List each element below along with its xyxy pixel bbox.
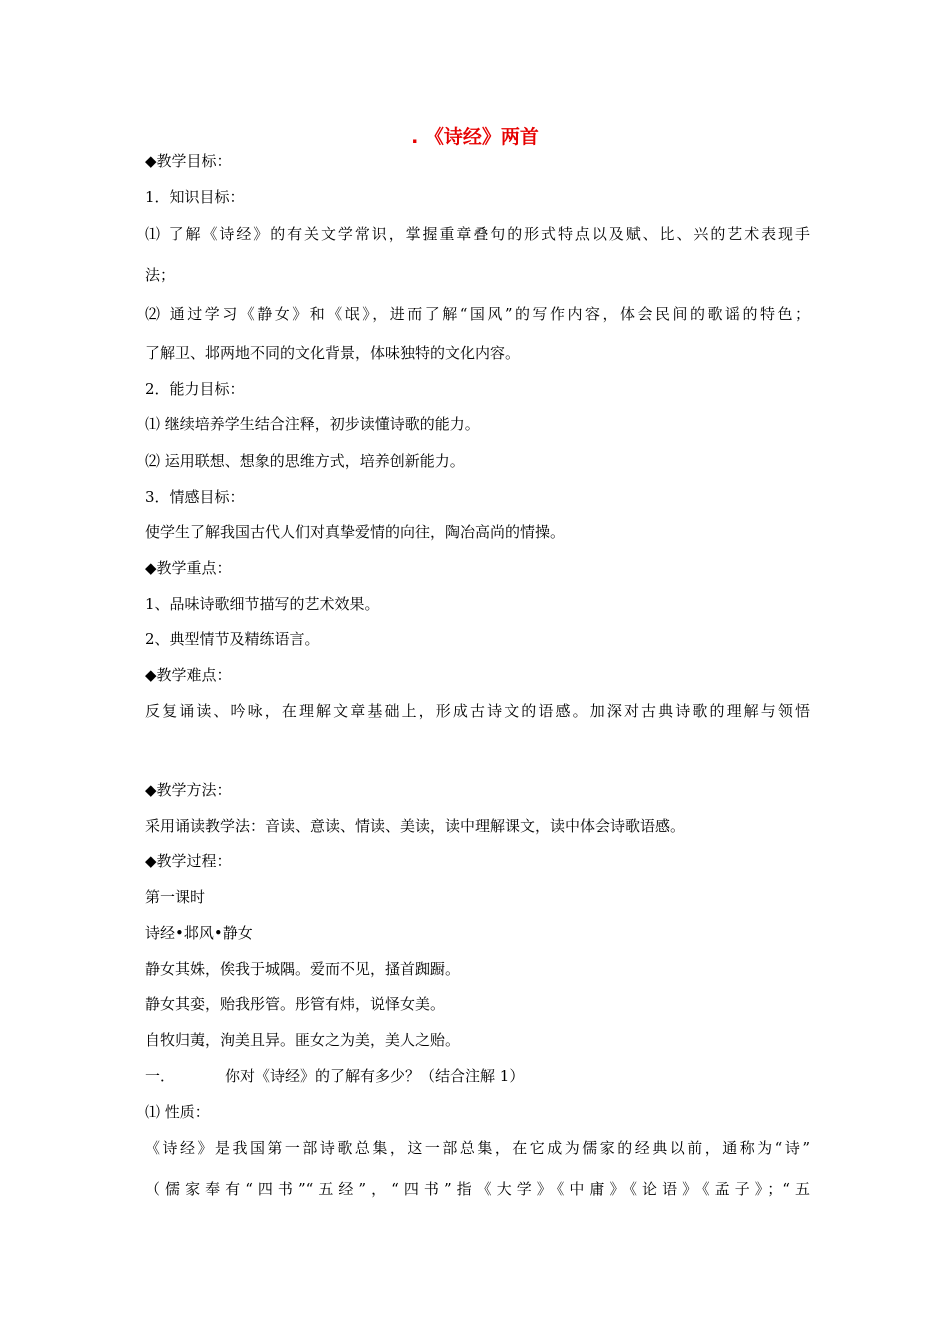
- subheading-ability: 2．能力目标：: [145, 380, 245, 398]
- poem-title: 诗经•邶风•静女: [145, 924, 253, 942]
- page-title: . 《诗经》两首: [411, 126, 539, 148]
- paragraph-line: ⑴ 了解《诗经》的有关文学常识，掌握重章叠句的形式特点以及赋、比、兴的艺术表现手: [145, 225, 810, 243]
- paragraph-line: ⑵ 通过学习《静女》和《氓》，进而了解“国风”的写作内容，体会民间的歌谣的特色；: [145, 305, 810, 323]
- poem-line: 静女其姝，俟我于城隅。爱而不见，搔首踟蹰。: [145, 960, 461, 978]
- section-heading-difficulties: ◆教学难点：: [145, 666, 232, 684]
- poem-line: 静女其娈，贻我彤管。彤管有炜，说怿女美。: [145, 995, 446, 1013]
- subheading-knowledge: 1．知识目标：: [145, 188, 245, 206]
- question-text: 你对《诗经》的了解有多少？（结合注解 1）: [225, 1067, 525, 1085]
- paragraph-line: ⑴ 继续培养学生结合注释，初步读懂诗歌的能力。: [145, 415, 480, 433]
- paragraph-line: 2、典型情节及精练语言。: [145, 630, 320, 648]
- poem-line: 自牧归荑，洵美且异。匪女之为美，美人之贻。: [145, 1031, 461, 1049]
- section-heading-methods: ◆教学方法：: [145, 781, 232, 799]
- paragraph-line: 采用诵读教学法：音读、意读、情读、美读，读中理解课文，读中体会诗歌语感。: [145, 817, 686, 835]
- paragraph-line: 《诗经》是我国第一部诗歌总集，这一部总集，在它成为儒家的经典以前，通称为“诗”: [145, 1139, 810, 1157]
- section-heading-goals: ◆教学目标：: [145, 152, 232, 170]
- numbered-question: [145, 1065, 810, 1087]
- paragraph-line: （儒家奉有“四书”“五经”，“四书”指《大学》《中庸》《论语》《孟子》；“五: [145, 1180, 810, 1198]
- list-number: 一．: [145, 1067, 176, 1085]
- paragraph-line: 了解卫、邶两地不同的文化背景，体味独特的文化内容。: [145, 344, 521, 362]
- paragraph-line: ⑵ 运用联想、想象的思维方式，培养创新能力。: [145, 452, 465, 470]
- lesson-label: 第一课时: [145, 888, 206, 906]
- paragraph-line: 法；: [145, 266, 176, 284]
- subheading-emotion: 3．情感目标：: [145, 488, 245, 506]
- section-heading-process: ◆教学过程：: [145, 852, 232, 870]
- subheading-nature: ⑴ 性质：: [145, 1103, 210, 1121]
- paragraph-line: 反复诵读、吟咏，在理解文章基础上，形成古诗文的语感。加深对古典诗歌的理解与领悟: [145, 702, 810, 720]
- paragraph-line: 1、品味诗歌细节描写的艺术效果。: [145, 595, 380, 613]
- section-heading-key-points: ◆教学重点：: [145, 559, 232, 577]
- paragraph-line: 使学生了解我国古代人们对真挚爱情的向往，陶冶高尚的情操。: [145, 523, 566, 541]
